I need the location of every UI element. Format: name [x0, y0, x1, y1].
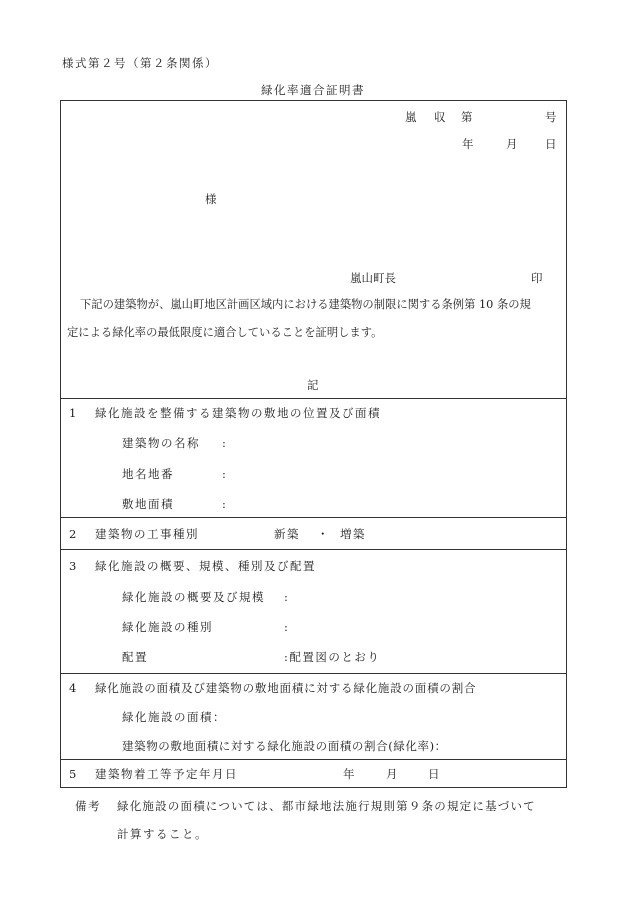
- issuer-name: 嵐山町長: [350, 271, 396, 285]
- start-date-year: 年: [343, 767, 355, 781]
- section-2-title: 建築物の工事種別: [95, 527, 199, 541]
- greening-type-label: 緑化施設の種別: [122, 620, 213, 634]
- divider-s1: [60, 517, 567, 518]
- addressee-suffix: 様: [205, 192, 217, 206]
- divider-s3: [60, 673, 567, 674]
- section-5-number: 5: [69, 767, 77, 781]
- section-3-number: 3: [69, 559, 77, 573]
- building-name-colon: :: [222, 436, 226, 450]
- document-title: 緑化率適合証明書: [261, 83, 365, 97]
- certificate-body-line2: 定による緑化率の最低限度に適合していることを証明します。: [67, 326, 383, 339]
- remarks-label: 備考: [75, 799, 101, 813]
- greening-type-colon: :: [284, 620, 288, 634]
- start-date-month: 月: [386, 767, 398, 781]
- greening-overview-colon: :: [284, 590, 288, 604]
- start-date-day: 日: [428, 767, 440, 781]
- layout-label: 配置: [122, 650, 148, 664]
- section-5-title: 建築物着工等予定年月日: [95, 767, 238, 781]
- construction-type-extension: 増築: [340, 527, 366, 541]
- lot-number-label: 地名地番: [122, 467, 174, 481]
- site-area-colon: :: [222, 497, 226, 511]
- section-4-number: 4: [69, 681, 77, 695]
- certificate-body-line1: 下記の建築物が、嵐山町地区計画区域内における建築物の制限に関する条例第 10 条の規: [80, 298, 531, 311]
- divider-s4: [60, 759, 567, 760]
- doc-no-prefix: 嵐: [405, 110, 417, 124]
- doc-no-dai: 第: [461, 110, 473, 124]
- seal-mark: 印: [531, 271, 543, 285]
- form-number: 様式第２号（第２条関係）: [62, 56, 218, 70]
- greening-overview-label: 緑化施設の概要及び規模: [122, 590, 265, 604]
- construction-type-separator: ・: [317, 527, 329, 541]
- divider-s2: [60, 549, 567, 550]
- greening-area-label: 緑化施設の面積：: [122, 710, 226, 724]
- date-day: 日: [545, 137, 557, 151]
- greening-ratio-label: 建築物の敷地面積に対する緑化施設の面積の割合(緑化率)：: [122, 739, 447, 753]
- section-3-title: 緑化施設の概要、規模、種別及び配置: [95, 559, 316, 573]
- lot-number-colon: :: [222, 467, 226, 481]
- doc-no-go: 号: [545, 110, 557, 124]
- section-2-number: 2: [69, 527, 77, 541]
- construction-type-new: 新築: [274, 527, 300, 541]
- remarks-line2: 計算すること。: [117, 827, 208, 841]
- building-name-label: 建築物の名称: [122, 436, 200, 450]
- remarks-line1: 緑化施設の面積については、都市緑地法施行規則第９条の規定に基づいて: [117, 799, 536, 813]
- section-4-title: 緑化施設の面積及び建築物の敷地面積に対する緑化施設の面積の割合: [95, 681, 477, 695]
- doc-no-mid: 収: [434, 110, 446, 124]
- ki-heading: 記: [307, 378, 319, 392]
- date-year: 年: [462, 137, 474, 151]
- section-1-title: 緑化施設を整備する建築物の敷地の位置及び面積: [95, 406, 381, 420]
- divider-ki: [60, 398, 567, 399]
- site-area-label: 敷地面積: [122, 497, 174, 511]
- section-1-number: 1: [69, 406, 77, 420]
- layout-value: :配置図のとおり: [284, 650, 381, 664]
- date-month: 月: [506, 137, 518, 151]
